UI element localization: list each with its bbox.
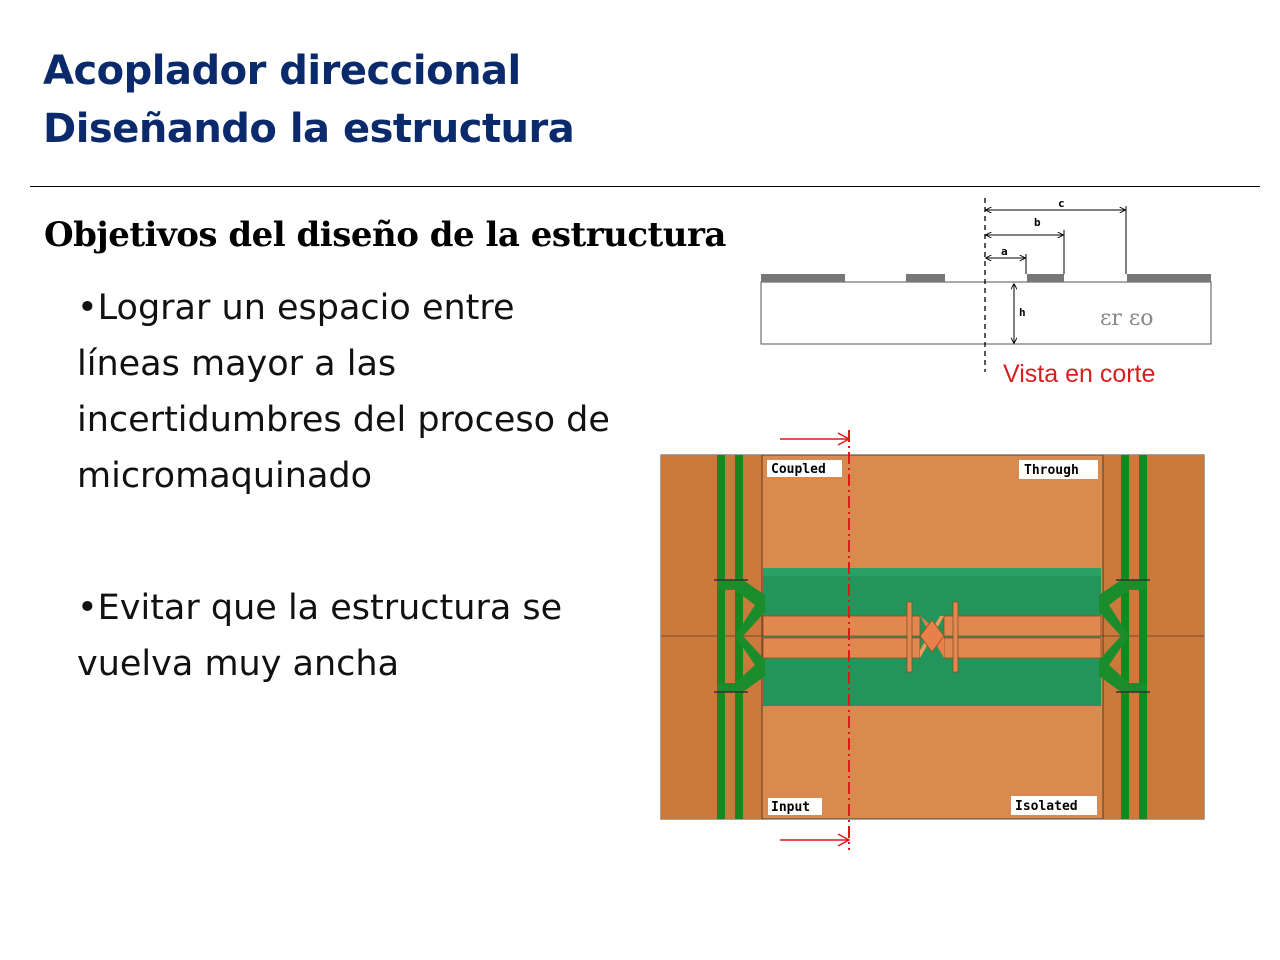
dim-a-label: a: [1001, 245, 1008, 258]
layout-ground-left: [661, 455, 762, 819]
bridge-post-left: [907, 602, 912, 672]
bullet-item-2: •Evitar que la estructura se vuelva muy ancha: [77, 588, 563, 684]
title-line-1: Acoplador direccional: [43, 48, 521, 94]
right-trace-outer: [1139, 455, 1147, 819]
coupled-line-bottom-left: [763, 638, 920, 658]
coupled-line-bottom-right: [944, 638, 1101, 658]
dim-c-label: c: [1058, 197, 1065, 210]
title-line-2: Diseñando la estructura: [43, 106, 575, 152]
port-label-through: Through: [1024, 463, 1079, 478]
cross-section-caption: Vista en corte: [1003, 360, 1156, 388]
bridge-post-right: [953, 602, 958, 672]
coupled-line-top-left: [763, 616, 920, 636]
dim-h-label: h: [1019, 306, 1026, 319]
permittivity-label: εr εo: [1100, 306, 1154, 331]
subtitle: Objetivos del diseño de la estructura: [44, 215, 726, 255]
coupled-line-top-right: [944, 616, 1101, 636]
dim-b-label: b: [1034, 216, 1041, 229]
left-trace-outer: [717, 455, 725, 819]
coupled-region-top-edge: [763, 568, 1101, 576]
bullet-item-1: •Lograr un espacio entre líneas mayor a las incertidumbres del proceso de micromaquinado: [77, 288, 610, 496]
layout-ground-right: [1103, 455, 1204, 819]
port-label-isolated: Isolated: [1015, 799, 1078, 814]
port-label-input: Input: [771, 800, 811, 815]
port-label-coupled: Coupled: [771, 462, 826, 477]
